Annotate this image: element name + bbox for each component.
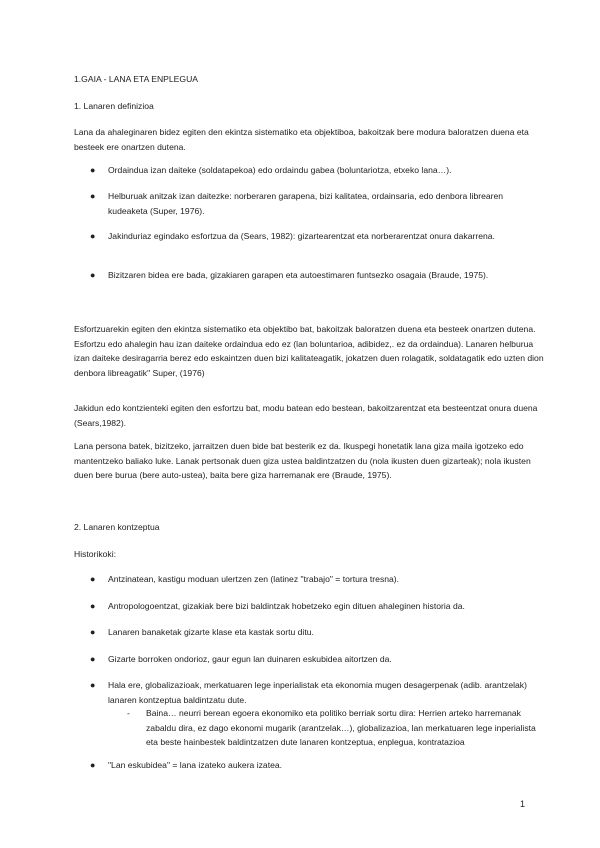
sub-bullet-item: [127, 706, 542, 750]
bullet-text: Jakinduriaz egindako esfortzua da (Sears, 1982): gizartearentzat eta norberarentzat onura dakarrena.: [108, 231, 495, 241]
bullet-item: [90, 599, 542, 614]
bullet-text: Gizarte borroken ondorioz, gaur egun lan duinaren eskubidea aitortzen da.: [108, 654, 392, 664]
bullet-item: [90, 229, 542, 244]
bullet-item: [90, 189, 542, 218]
bullet-item: [90, 268, 542, 283]
sub-bullet-text: Baina… neurri berean egoera ekonomiko eta politiko berriak sortu dira: Herrien arteko harremanak zabaldu dira, ez dago ekonomi mugarik (arantzelak…), globalizazioa, lan merkatuaren lege inperialista eta beste hainbestek baldintzatzen dute lanaren kontzeptua, enplegua, kontratazioa: [146, 708, 536, 747]
bullet-item: [90, 163, 542, 178]
bullet-text: Helburuak anitzak izan daitezke: norberaren garapena, bizi kalitatea, ordainsaria, edo denbora librearen kudeaketa (Super, 1976).: [108, 191, 504, 216]
definition-paragraph: Lana persona batek, bizitzeko, jarraitzen duen bide bat besterik ez da. Ikuspegi honetatik lana giza maila igotzeko edo mantentzeko baliako luke. Lanak pertsonak duen giza ustea baldintzatzen du (nola ikusten duen gizarteak); nola ikusten duen bere burua (bere auto-ustea), baita bere giza harremanak ere (Braude, 1975).: [74, 441, 531, 480]
bullet-item: [90, 678, 542, 707]
bullet-text: "Lan eskubidea" = lana izateko aukera izatea.: [108, 760, 283, 770]
dash-symbol: -: [127, 708, 130, 718]
bullet-item: [90, 625, 542, 640]
section-2-heading: 2. Lanaren kontzeptua: [74, 522, 160, 532]
document-title: 1.GAIA - LANA ETA ENPLEGUA: [74, 74, 199, 84]
definition-paragraph: Jakidun edo kontzienteki egiten den esfortzu bat, modu batean edo bestean, bakoitzarentzat eta besteentzat onura duena (Sears,1982).: [74, 403, 538, 428]
bullet-symbol: ●: [90, 165, 96, 175]
bullet-item: [90, 652, 542, 667]
bullet-symbol: ●: [90, 270, 96, 280]
section-1-heading: 1. Lanaren definizioa: [74, 101, 154, 111]
bullet-text: Bizitzaren bidea ere bada, gizakiaren garapen eta autoestimaren funtsezko osagaia (Braude, 1975).: [108, 270, 489, 280]
bullet-symbol: ●: [90, 654, 96, 664]
bullet-text: Lanaren banaketak gizarte klase eta kastak sortu ditu.: [108, 627, 314, 637]
bullet-symbol: ●: [90, 601, 96, 611]
bullet-symbol: ●: [90, 191, 96, 201]
definition-paragraph: Esfortzuarekin egiten den ekintza sistematiko eta objektibo bat, bakoitzak baloratzen duena eta besteek onartzen dutena. Esfortzu edo ahalegin hau izan daiteke ordaindua edo ez (lan boluntarioa, adibidez,. ez da ordaindua). Lanaren helburua izan daiteke desiragarria berez edo eskaintzen duen bizi kalitateagatik, jokatzen duen rolagatik, soldatagatik edo uzten dion denbora libreagatik" Super, (1976): [74, 324, 544, 378]
section-2-subheading: Historikoki:: [74, 549, 117, 559]
bullet-item: [90, 572, 542, 587]
bullet-symbol: ●: [90, 760, 96, 770]
bullet-text: Antropologoentzat, gizakiak bere bizi baldintzak hobetzeko egin dituen ahaleginen historia da.: [108, 601, 465, 611]
bullet-text: Ordaindua izan daiteke (soldatapekoa) edo ordaindu gabea (boluntariotza, etxeko lana…).: [108, 165, 452, 175]
section-1-intro: Lana da ahaleginaren bidez egiten den ekintza sistematiko eta objektiboa, bakoitzak bere modura baloratzen duena eta besteek ere onartzen dutena.: [74, 127, 529, 152]
bullet-text: Hala ere, globalizazioak, merkatuaren lege inperialistak eta ekonomia mugen desagerpenak (adib. arantzelak) lanaren kontzeptua baldintzatu dute.: [108, 680, 527, 705]
bullet-symbol: ●: [90, 574, 96, 584]
bullet-symbol: ●: [90, 680, 96, 690]
bullet-text: Antzinatean, kastigu moduan ulertzen zen (latinez "trabajo" = tortura tresna).: [108, 574, 400, 584]
bullet-symbol: ●: [90, 231, 96, 241]
page-number: 1: [520, 799, 526, 809]
bullet-item: [90, 758, 542, 773]
bullet-symbol: ●: [90, 627, 96, 637]
